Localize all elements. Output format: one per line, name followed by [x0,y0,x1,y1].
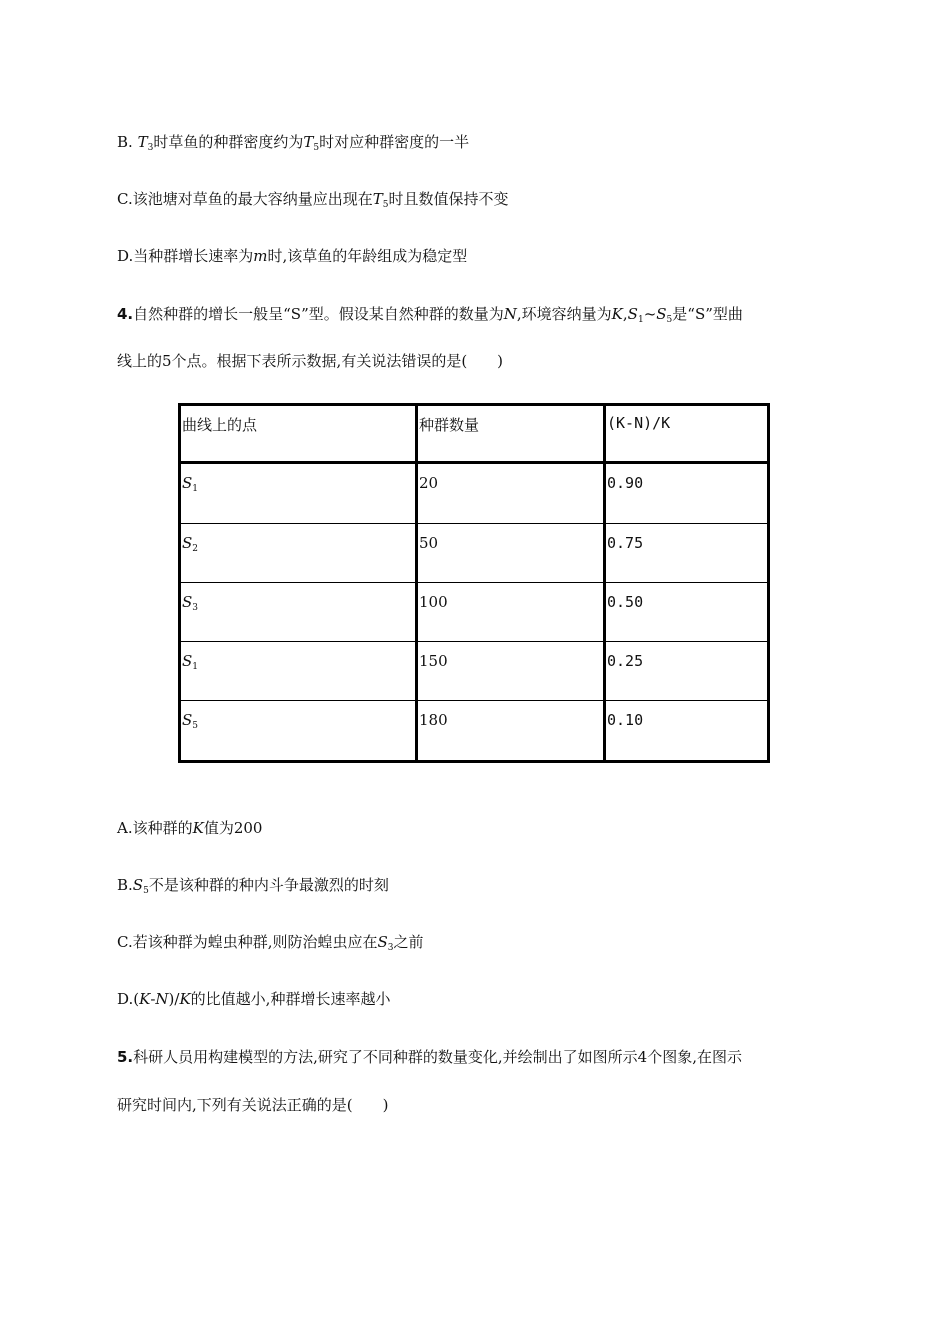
option-text: 当种群增长速率为 [133,247,254,265]
variable: N [503,305,517,323]
table-cell [180,642,417,701]
q3-option-c [117,188,509,216]
option-text: - [150,990,156,1008]
question-number: 5. [117,1048,134,1066]
table-cell: 0.75 [605,523,769,582]
data-table [178,403,770,763]
option-label: C. [117,190,133,208]
table-header-cell: 曲线上的点 [180,405,417,463]
option-label: A. [117,819,133,837]
table-header-row [180,405,769,463]
table-row [180,523,769,582]
option-text: 时且数值保持不变 [388,190,509,208]
table-header-cell: 种群数量 [417,405,605,463]
table-cell [180,582,417,641]
table-row [180,463,769,524]
table-row [180,701,769,762]
table-cell: 0.10 [605,701,769,762]
q5-stem-line2: 研究时间内,下列有关说法正确的是( ) [117,1096,389,1114]
variable: m [253,247,268,265]
option-text: 时,该草鱼的年龄组成为稳定型 [267,247,468,265]
variable: S [377,933,388,951]
table-row [180,642,769,701]
subscript: 3 [387,943,394,953]
subscript: 5 [382,200,389,210]
q3-option-b [117,131,469,159]
table-cell: 0.90 [605,463,769,524]
option-text: 时对应种群密度的一半 [319,133,470,151]
variable: S [182,652,193,670]
table-row [180,582,769,641]
table-cell: 0.50 [605,582,769,641]
subscript: 1 [192,662,199,672]
subscript: 5 [666,315,673,325]
subscript: 5 [192,721,199,732]
table-cell [180,463,417,524]
variable: K [179,990,191,1008]
variable: N [155,990,169,1008]
variable: S [182,533,193,552]
option-text: 该种群的 [132,819,193,837]
option-label: D. [117,247,134,265]
q3-option-d [117,245,467,267]
stem-text: , [622,305,628,323]
variable: S [182,592,193,611]
table-cell [180,523,417,582]
stem-text: ,环境容纳量为 [516,305,612,323]
variable: K [139,990,151,1008]
option-text: )/ [168,990,180,1008]
variable: S [132,876,144,894]
option-text: 若该种群为蝗虫种群,则防治蝗虫应在 [132,933,378,951]
stem-text: 是“S”型曲 [672,305,743,323]
variable: S [656,305,667,323]
option-label: B. [117,876,133,894]
table-cell: 150 [417,642,605,701]
q5-stem-line1 [117,1046,742,1068]
q4-option-a [117,817,262,839]
option-text: 不是该种群的种内斗争最激烈的时刻 [148,876,389,894]
variable: S [627,305,638,323]
option-text: 的比值越小,种群增长速率越小 [190,990,391,1008]
q4-option-b [117,874,389,902]
subscript: 5 [313,143,320,153]
question-number: 4. [117,305,134,323]
option-text: 时草鱼的种群密度约为 [153,133,304,151]
table-cell: 20 [417,463,605,524]
table-cell: 0.25 [605,642,769,701]
subscript: 1 [192,484,199,494]
option-label: C. [117,933,133,951]
subscript: 3 [147,143,154,153]
stem-text: 科研人员用构建模型的方法,研究了不同种群的数量变化,并绘制出了如图所示4个图象,在图示 [133,1048,742,1066]
option-text: 值为200 [203,819,263,837]
option-label: D. [117,990,134,1008]
subscript: 5 [143,886,149,896]
table-cell: 180 [417,701,605,762]
option-label: B. [117,133,133,151]
stem-text: 自然种群的增长一般呈“S”型。假设某自然种群的数量为 [133,305,504,323]
variable: T [137,133,148,151]
q4-option-c [117,931,424,959]
variable: K [192,819,204,837]
q4-stem-line1 [117,303,743,331]
variable: K [611,305,623,323]
variable: S [182,711,193,730]
table-cell [180,701,417,762]
q4-option-d [117,988,390,1010]
table-cell: 50 [417,523,605,582]
subscript: 3 [192,602,199,613]
range-separator: ~ [643,305,657,323]
variable: T [372,190,383,208]
option-text: ( [133,990,140,1008]
option-text: 该池塘对草鱼的最大容纳量应出现在 [132,190,373,208]
variable: T [303,133,314,151]
option-text: 之前 [393,933,424,951]
variable: S [182,474,193,492]
q4-stem-line2: 线上的5个点。根据下表所示数据,有关说法错误的是( ) [117,352,504,370]
subscript: 2 [192,543,199,554]
table-cell: 100 [417,582,605,641]
table-header-cell: (K-N)/K [605,405,769,463]
subscript: 1 [637,315,644,325]
